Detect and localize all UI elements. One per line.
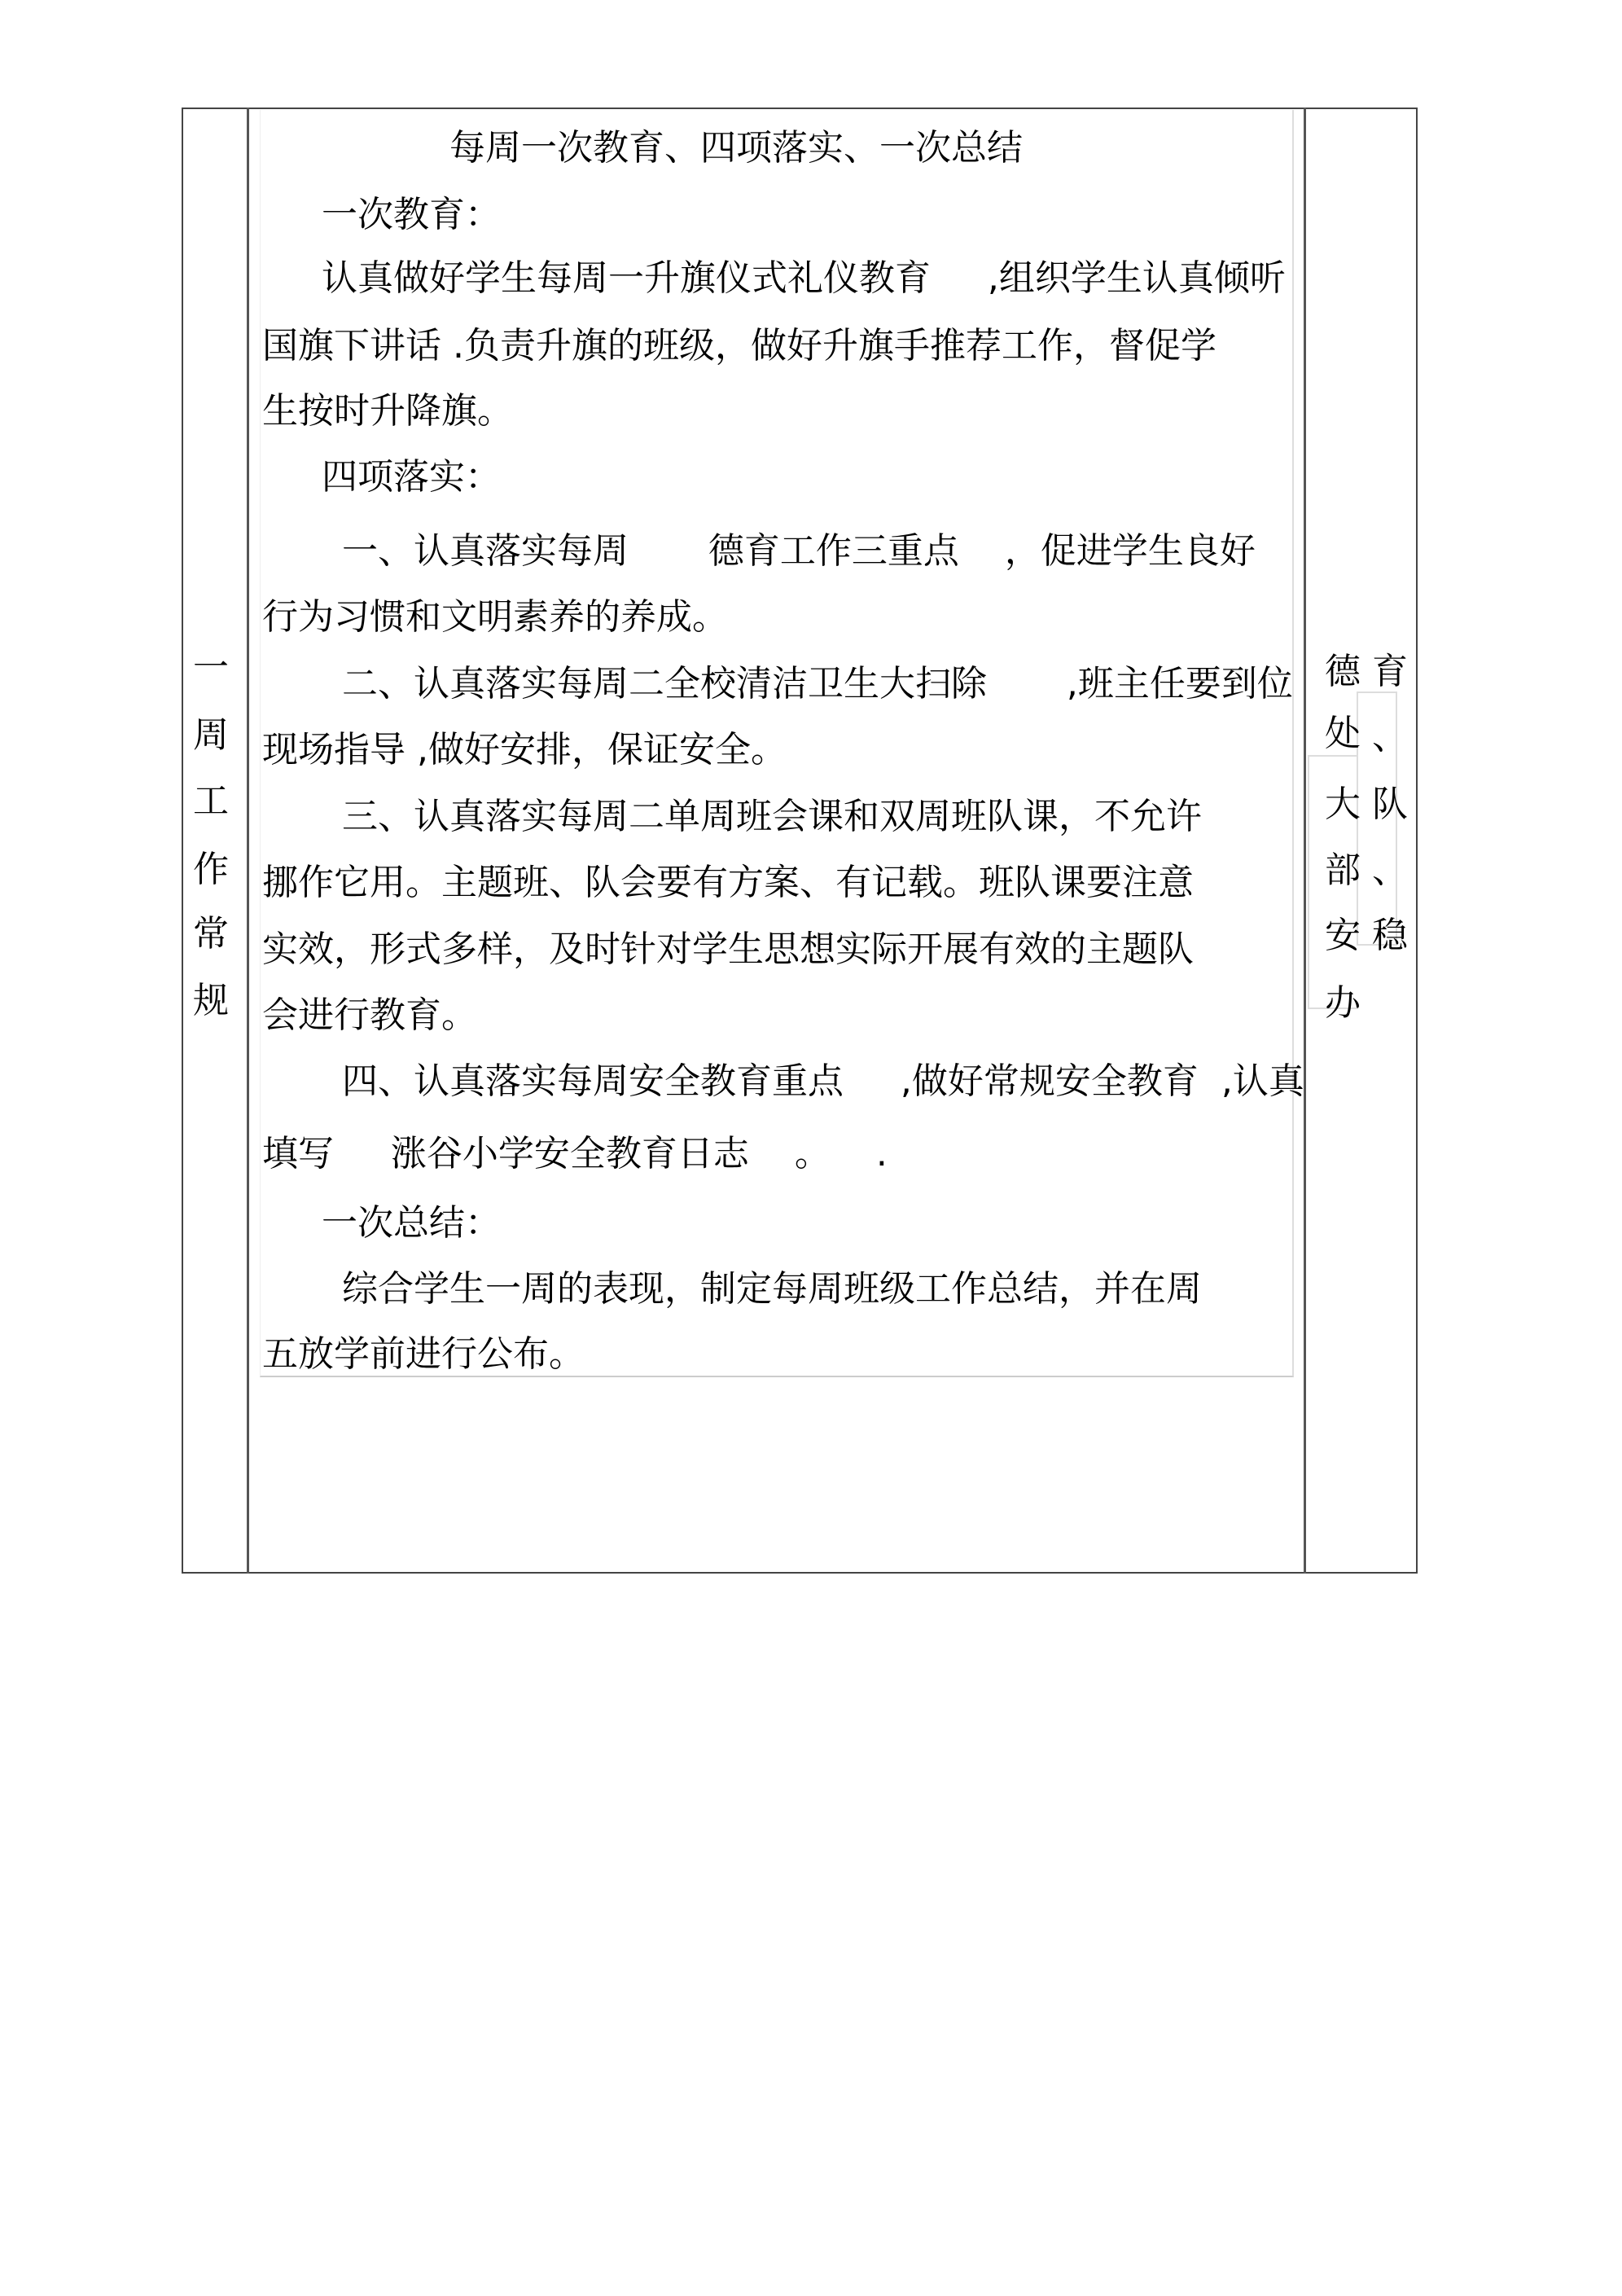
department-char: 部: [1325, 849, 1361, 891]
paragraph-line: 认真做好学生每周一升旗仪式礼仪教育 ,组织学生认真倾听: [322, 257, 1286, 299]
paragraph-line: 国旗下讲话 .负责升旗的班级，做好升旗手推荐工作，督促学: [262, 325, 1216, 367]
paragraph-line: 行为习惯和文明素养的养成。: [262, 596, 728, 638]
category-char: 作: [193, 849, 229, 890]
content-title: 每周一次教育、四项落实、一次总结: [449, 127, 1023, 169]
category-char: 规: [193, 980, 229, 1021]
department-char: 处: [1325, 713, 1361, 754]
paragraph-line: 一、认真落实每周 德育工作三重点 ，促进学生良好: [342, 530, 1256, 572]
paragraph-line: 填写 涨谷小学安全教育日志 。 .: [262, 1133, 888, 1174]
category-char: 一: [193, 647, 229, 688]
department-char: 办: [1325, 982, 1361, 1024]
paragraph-line: 生按时升降旗。: [262, 390, 513, 432]
section-heading: 一次教育：: [322, 194, 501, 235]
section-heading: 四项落实：: [322, 456, 501, 498]
department-char: 、: [1372, 849, 1408, 891]
paragraph-line: 挪作它用。主题班、队会要有方案、有记载。班队课要注意: [262, 862, 1194, 903]
department-char: 稳: [1372, 915, 1408, 956]
paragraph-line: 二、认真落实每周二全校清洁卫生大扫除 ,班主任要到位: [342, 663, 1293, 705]
category-char: 周: [193, 714, 229, 756]
category-char: 常: [193, 913, 229, 955]
paragraph-line: 现场指导 ,做好安排，保证安全。: [262, 729, 787, 770]
paragraph-line: 综合学生一周的表现，制定每周班级工作总结，并在周: [342, 1268, 1202, 1310]
paragraph-line: 五放学前进行公布。: [262, 1333, 585, 1375]
paragraph-line: 三、认真落实每周二单周班会课和双周班队课，不允许: [342, 796, 1202, 837]
paragraph-line: 实效，形式多样，及时针对学生思想实际开展有效的主题队: [262, 928, 1194, 970]
department-char: 、: [1372, 716, 1408, 757]
paragraph-line: 四、认真落实每周安全教育重点 ,做好常规安全教育 ,认真: [342, 1060, 1304, 1102]
department-char: 安: [1325, 915, 1361, 956]
category-char: 工: [193, 780, 229, 822]
paragraph-line: 会进行教育。: [262, 994, 477, 1036]
department-char: 育: [1372, 651, 1408, 692]
column-divider: [1304, 108, 1306, 1574]
department-char: 德: [1325, 651, 1361, 692]
section-heading: 一次总结：: [322, 1202, 501, 1244]
column-divider: [247, 108, 249, 1574]
department-char: 大: [1325, 784, 1361, 825]
department-char: 队: [1372, 784, 1408, 825]
